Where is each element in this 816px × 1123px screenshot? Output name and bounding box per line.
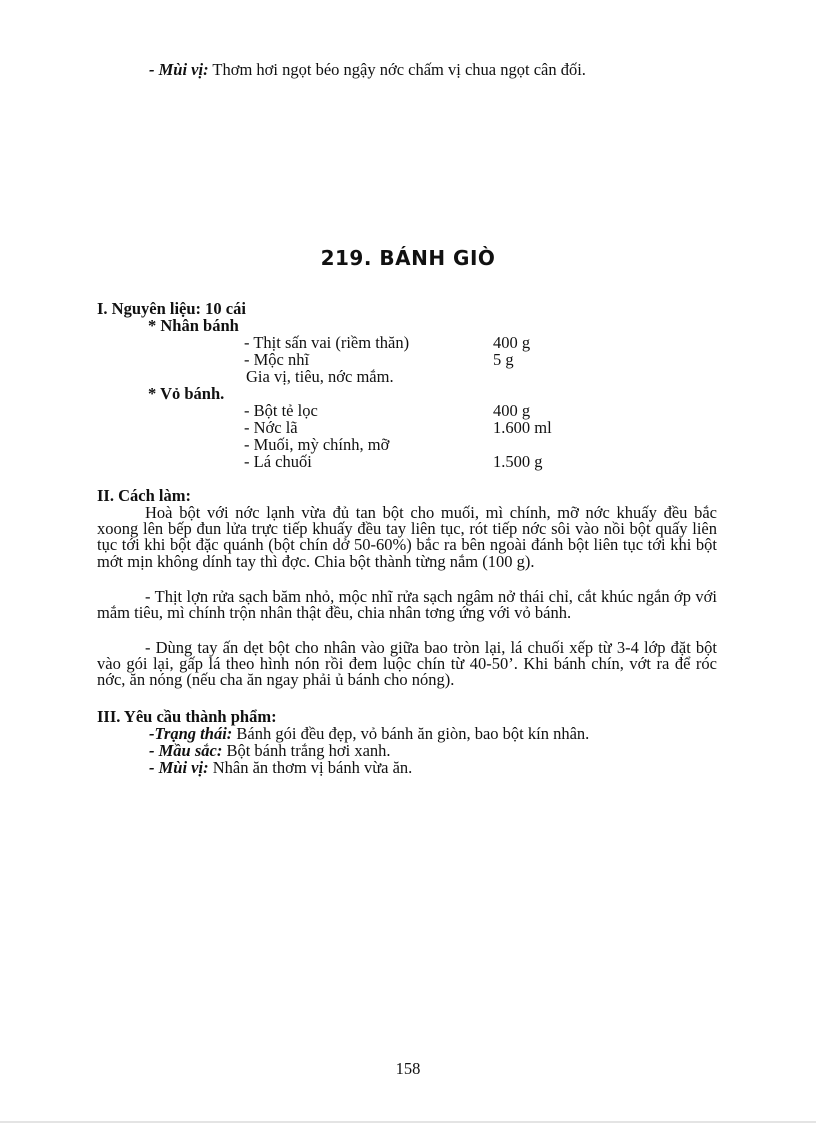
- requirement-text: Bột bánh trắng hơi xanh.: [222, 741, 391, 760]
- method-paragraph: - Dùng tay ấn dẹt bột cho nhân vào giữa bao tròn lại, lá chuối xếp từ 3-4 lớp đặt bột vào gói lại, gấp lá theo hình nón rồi đem luộc chín từ 40-50’. Khi bánh chín, vớt ra để róc nớc, ăn nóng (nếu cha ăn ngay phải ủ bánh cho nóng).: [97, 638, 717, 690]
- requirement-text: Nhân ăn thơm vị bánh vừa ăn.: [208, 758, 413, 777]
- method-heading: II. Cách làm:: [97, 486, 191, 505]
- shell-item-name: - Lá chuối: [244, 452, 312, 471]
- shell-heading: * Vỏ bánh.: [148, 384, 225, 403]
- filling-heading: * Nhân bánh: [148, 316, 239, 335]
- method-paragraph: - Thịt lợn rửa sạch băm nhỏ, mộc nhĩ rửa sạch ngâm nở thái chỉ, cắt khúc ngắn ớp với mắm tiêu, mì chính trộn nhân thật đều, chia nhân tơng ứng với vỏ bánh.: [97, 587, 717, 623]
- shell-item-name: - Muối, mỳ chính, mỡ: [244, 435, 390, 454]
- top-taste-label: - Mùi vị:: [149, 60, 209, 79]
- requirement-label: - Mầu sắc:: [149, 741, 223, 760]
- shell-item-name: - Nớc lã: [244, 418, 298, 437]
- shell-item-qty: 400 g: [493, 401, 531, 420]
- filling-item-name: - Thịt sấn vai (riềm thăn): [244, 333, 410, 352]
- method-paragraph: Hoà bột với nớc lạnh vừa đủ tan bột cho muối, mì chính, mỡ nớc khuấy đều bắc xoong lên bếp đun lửa trực tiếp khuấy đều tay liên tục, rót tiếp nớc sôi vào nồi bột quấy liên tục tới khi bột đặc quánh (bột chín dở 50-60%) bắc ra bên ngoài đánh bột liên tục tới khi bột mớt mịn không dính tay thì đợc. Chia bột thành từng nắm (100 g).: [97, 503, 717, 571]
- recipe-title: 219. BÁNH GIÒ: [320, 246, 496, 270]
- shell-item-qty: 1.500 g: [493, 452, 543, 471]
- requirements-heading: III. Yêu cầu thành phẩm:: [97, 707, 277, 726]
- top-taste-text: Thơm hơi ngọt béo ngậy nớc chấm vị chua ngọt cân đối.: [208, 60, 586, 79]
- requirement-label: - Mùi vị:: [149, 758, 209, 777]
- filling-item-qty: 400 g: [493, 333, 531, 352]
- requirement-line: [149, 742, 391, 759]
- filling-item-name: Gia vị, tiêu, nớc mắm.: [246, 367, 394, 386]
- requirement-line: [149, 759, 412, 776]
- filling-item-qty: 5 g: [493, 350, 514, 369]
- requirement-line: [149, 725, 589, 742]
- ingredients-heading: I. Nguyên liệu: 10 cái: [97, 299, 246, 318]
- top-taste-line: [149, 61, 586, 78]
- shell-item-qty: 1.600 ml: [493, 418, 552, 437]
- page-number: 158: [395, 1059, 421, 1078]
- requirement-text: Bánh gói đều đẹp, vỏ bánh ăn giòn, bao bột kín nhân.: [232, 724, 590, 743]
- shell-item-name: - Bột tẻ lọc: [244, 401, 318, 420]
- requirement-label: -Trạng thái:: [149, 724, 233, 743]
- filling-item-name: - Mộc nhĩ: [244, 350, 310, 369]
